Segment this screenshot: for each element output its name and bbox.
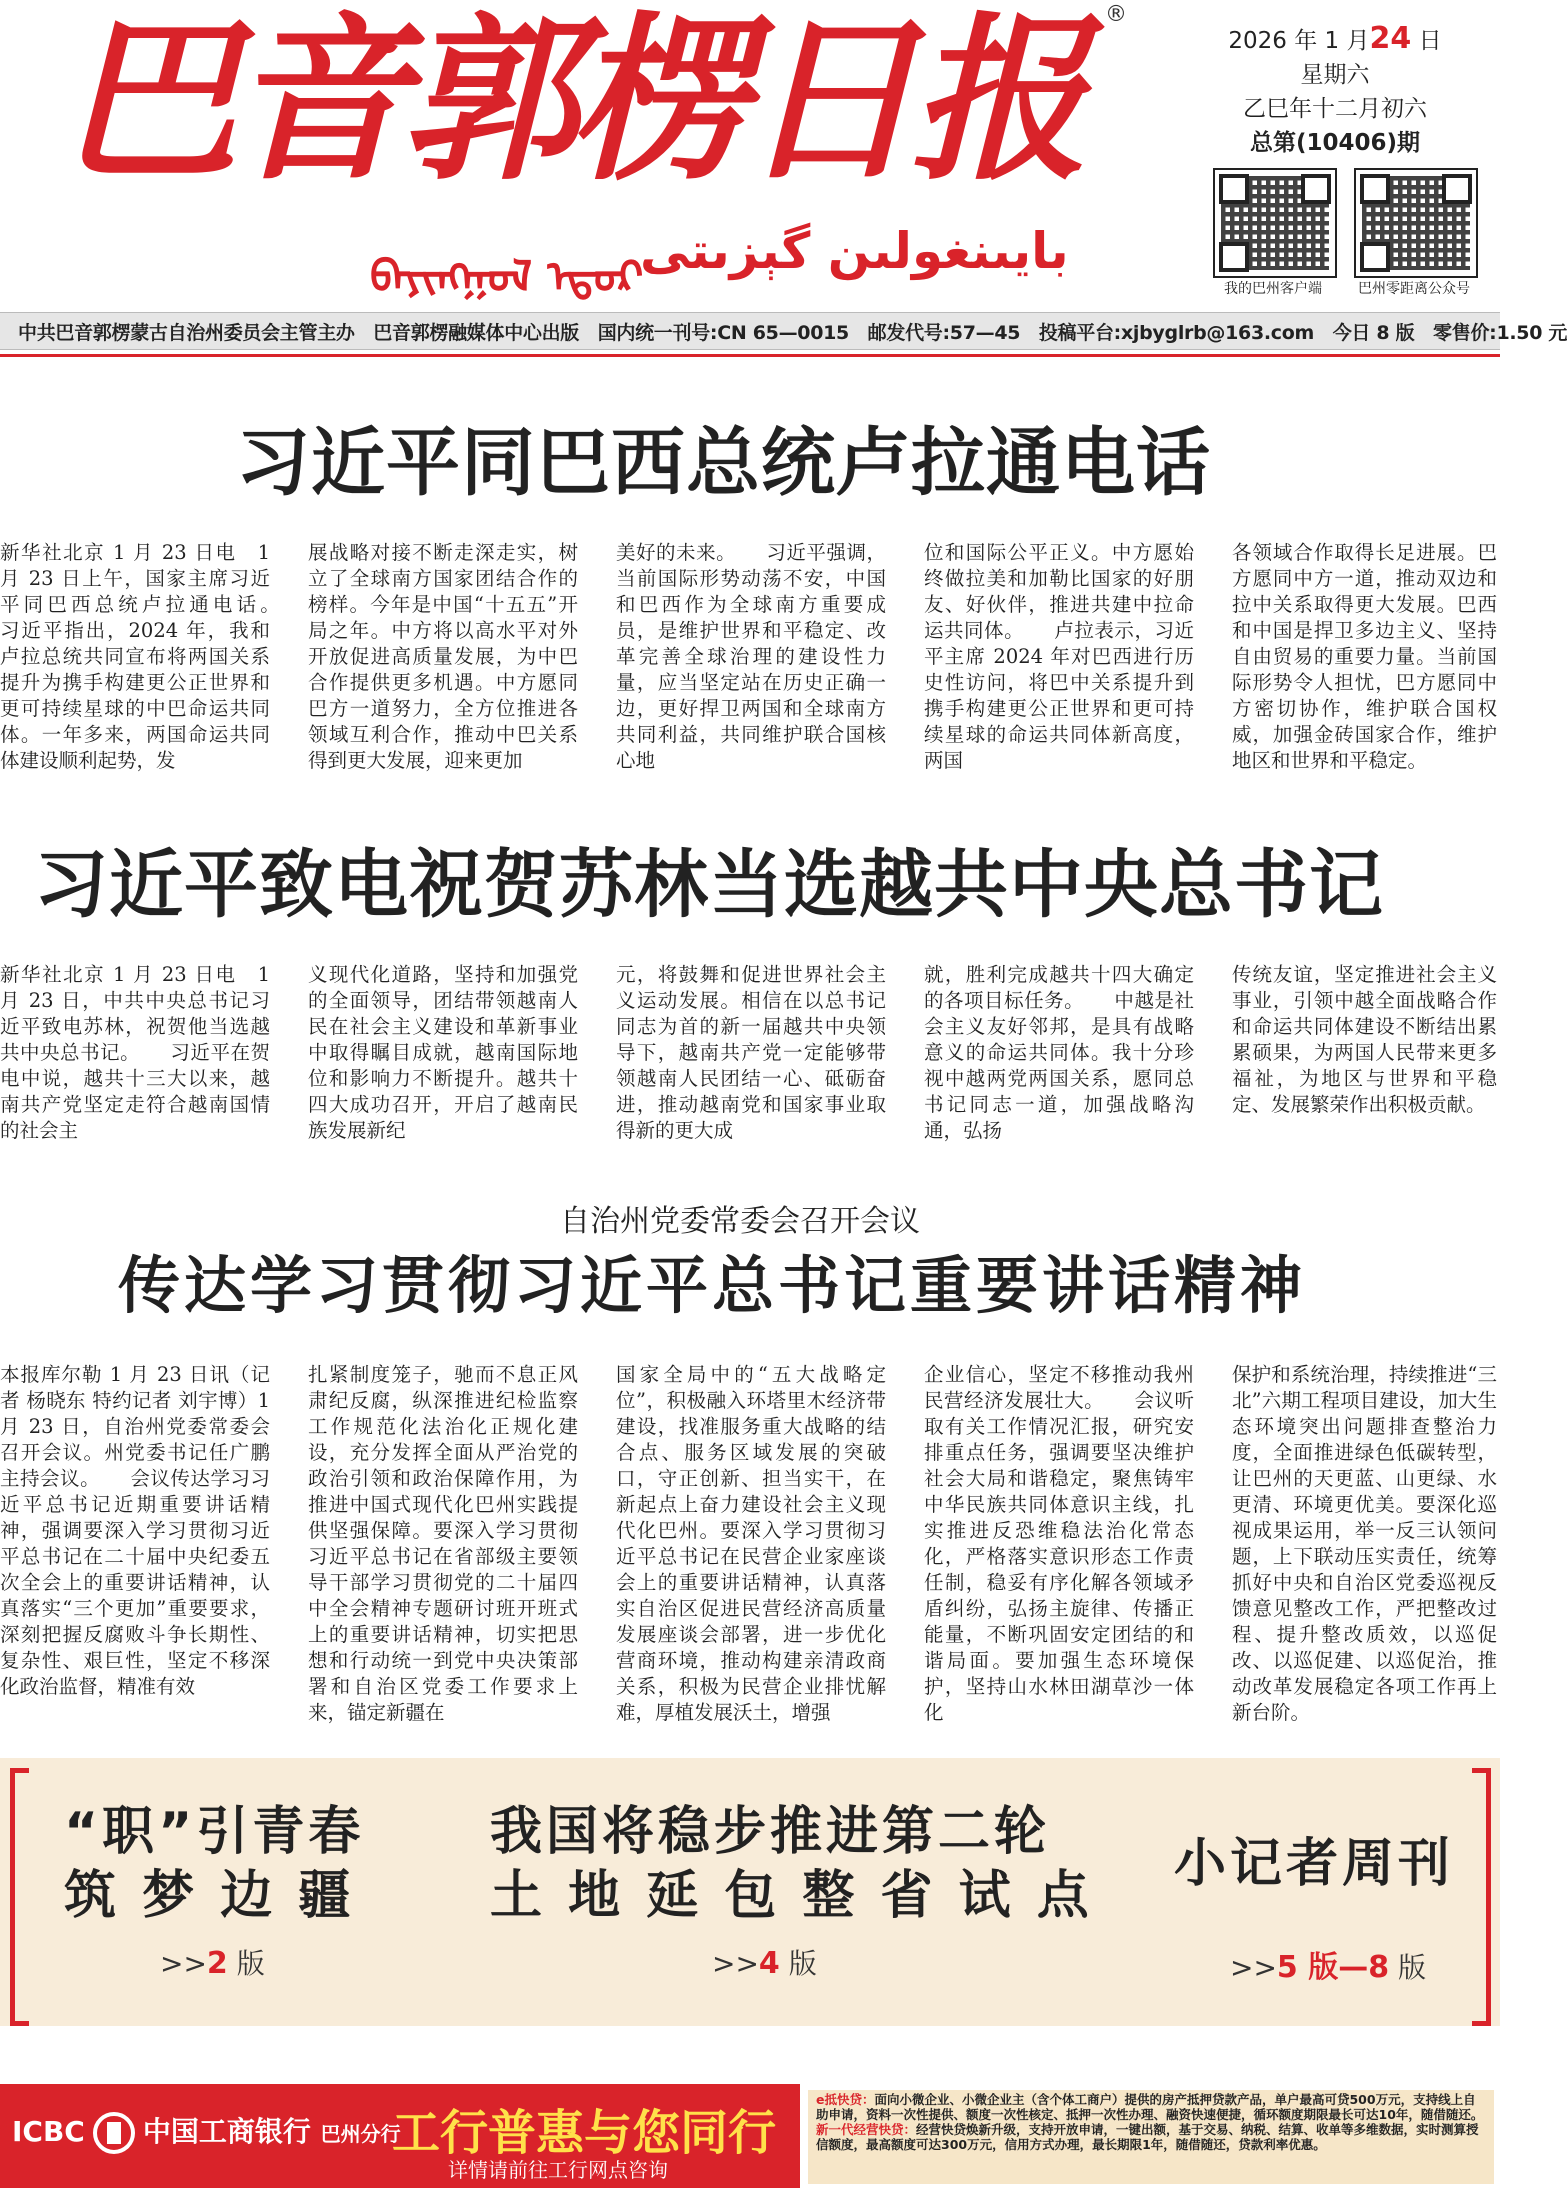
article-3-column-2: 扎紧制度笼子，驰而不息正风肃纪反腐，纵深推进纪检监察工作规范化法治化正规化建设，充分发挥全面从严治党的政治引领和政治保障作用，为推进中国式现代化巴州实践提供坚强保障。要深入学习贯彻习近平总书记在省部级主要领导干部学习贯彻党的二十届四中全会精神专题研讨班开班式上的重要讲话精神，切实把思想和行动统一到党中央决策部署和自治区党委工作要求上来，锚定新疆在: [308, 1363, 578, 1724]
masthead-title: 巴音郭楞日报: [60, 0, 1080, 204]
promo-page-5-8[interactable]: [1174, 1832, 1454, 1896]
promo-page-2[interactable]: [64, 1800, 364, 1928]
icbc-emblem-icon: [93, 2112, 135, 2154]
promo-page-2-line-1: “职”引青春: [64, 1802, 365, 1862]
article-1-column-5: 各领域合作取得长足进展。巴方愿同中方一道，推动双边和拉中关系取得更大发展。巴西和中国是捍卫多边主义、坚持自由贸易的重要力量。当前国际形势令人担忧，巴方愿同中方密切协作，维护联合国权威，加强金砖国家合作，维护地区和世界和平稳定。: [1232, 541, 1497, 772]
qr-label-client: 我的巴州客户端: [1224, 281, 1322, 297]
icbc-letters: ICBC: [12, 2115, 85, 2148]
promo-page-4-line-1: 我国将稳步推进第二轮: [490, 1802, 1051, 1862]
promo-page-2-line-2: 筑 梦 边 疆: [64, 1866, 355, 1926]
article-3-column-5: 保护和系统治理，持续推进“三北”六期工程项目建设，加大生态环境突出问题排查整治力度，全面推进绿色低碳转型，让巴州的天更蓝、山更绿、水更清、环境更优美。要深化巡视成果运用，举一反三认领问题，上下联动压实责任，统筹抓好中央和自治区党委巡视反馈意见整改工作，严把整改过程、提升整改质效，以巡促改、以巡促建、以巡促治，推动改革发展稳定各项工作再上新台阶。: [1232, 1363, 1497, 1724]
qr-label-official-account: 巴州零距离公众号: [1358, 281, 1470, 297]
masthead-divider: [0, 354, 1500, 357]
promo-bracket-right: [1472, 1768, 1491, 2026]
article-2-column-5: 传统友谊，坚定推进社会主义事业，引领中越全面战略合作和命运共同体建设不断结出累累硕果，为两国人民带来更多福祉，为地区与世界和平稳定、发展繁荣作出积极贡献。: [1232, 963, 1497, 1116]
article-2-headline: 习近平致电祝贺苏林当选越共中央总书记: [34, 842, 1384, 928]
icbc-logo: [12, 2110, 401, 2154]
article-2-column-3: 元，将鼓舞和促进世界社会主义运动发展。相信在以总书记同志为首的新一届越共中央领导下，越南共产党一定能够带领越南人民团结一心、砥砺奋进，推动越南党和国家事业取得新的更大成: [616, 963, 886, 1142]
issue-date: 2026 年 1 月24 日: [1228, 21, 1442, 56]
uyghur-title: بايىنغولىن گېزىتى: [640, 222, 1069, 280]
article-1-column-2: 展战略对接不断走深走实，树立了全球南方国家团结合作的榜样。今年是中国“十五五”开局之年。中方将以高水平对外开放促进高质量发展，为中巴合作提供更多机遇。中方愿同巴方一道努力，全方位推进各领域互利合作，推动中巴关系得到更大发展，迎来更加: [308, 541, 578, 772]
weekday: 星期六: [1300, 62, 1370, 88]
date-block: [1215, 22, 1455, 160]
ad-subtitle: 详情请前往工行网点咨询: [448, 2158, 668, 2182]
article-1-headline: 习近平同巴西总统卢拉通电话: [236, 420, 1211, 506]
registered-mark: ®: [1105, 2, 1127, 27]
article-2-column-4: 就，胜利完成越共十四大确定的各项目标任务。 中越是社会主义友好邻邦，是具有战略意义的命运共同体。我十分珍视中越两党两国关系，愿同总书记同志一道，加强战略沟通，弘扬: [924, 963, 1194, 1142]
article-3-column-1: 本报库尔勒 1 月 23 日讯（记者 杨晓东 特约记者 刘宇博）1 月 23 日，自治州党委常委会召开会议。州党委书记任广鹏主持会议。 会议传达学习习近平总书记近期重要讲话精神，强调要深入学习贯彻习近平总书记在二十届中央纪委五次全会上的重要讲话精神，认真落实“三个更加”重要要求，深刻把握反腐败斗争长期性、复杂性、艰巨性，坚定不移深化政治监督，精准有效: [0, 1363, 270, 1698]
article-1-column-3: 美好的未来。 习近平强调，当前国际形势动荡不安，中国和巴西作为全球南方重要成员，是维护世界和平稳定、改革完善全球治理的建设性力量，应当坚定站在历史正确一边，更好捍卫两国和全球南方共同利益，共同维护联合国核心地: [616, 541, 886, 772]
promo-page-5-8-ref[interactable]: >>5 版—8 版: [1230, 1950, 1427, 1985]
article-2-column-2: 义现代化道路，坚持和加强党的全面领导，团结带领越南人民在社会主义建设和革新事业中取得瞩目成就，越南国际地位和影响力不断提升。越共十四大成功召开，开启了越南民族发展新纪: [308, 963, 578, 1142]
lunar-date: 乙巳年十二月初六: [1243, 96, 1427, 122]
article-3-column-4: 企业信心，坚定不移推动我州民营经济发展壮大。 会议听取有关工作情况汇报，研究安排重点任务，强调要坚决维护社会大局和谐稳定，聚焦铸牢中华民族共同体意识主线，扎实推进反恐维稳法治化常态化，严格落实意识形态工作责任制，稳妥有序化解各领域矛盾纠纷，弘扬主旋律、传播正能量，不断巩固安定团结的和谐局面。要加强生态环境保护，坚持山水林田湖草沙一体化: [924, 1363, 1194, 1724]
publisher-info-text: 中共巴音郭楞蒙古自治州委员会主管主办 巴音郭楞融媒体中心出版 国内统一刊号:CN 65—0015 邮发代号:57—45 投稿平台:xjbyglrb@163.com 今日 8 版 零售价:1.50 元: [18, 322, 1567, 344]
qr-code-client[interactable]: [1213, 168, 1337, 278]
qr-code-official-account[interactable]: [1354, 168, 1478, 278]
promo-page-5-8-line-1: 小记者周刊: [1174, 1834, 1455, 1894]
article-3-headline: 传达学习贯彻习近平总书记重要讲话精神: [118, 1249, 1307, 1322]
promo-page-4-ref[interactable]: >>4 版: [712, 1946, 817, 1981]
mongolian-title: ᠪᠠᠶᠢᠩᠭᠣᠯ ᠡᠳᠦᠷ: [370, 252, 644, 303]
promo-page-2-ref[interactable]: >>2 版: [160, 1946, 265, 1981]
promo-page-4-line-2: 土 地 延 包 整 省 试 点: [490, 1866, 1093, 1926]
article-3-kicker: 自治州党委常委会召开会议: [560, 1204, 920, 1239]
article-3-column-3: 国家全局中的“五大战略定位”，积极融入环塔里木经济带建设，找准服务重大战略的结合点、服务区域发展的突破口，守正创新、担当实干，在新起点上奋力建设社会主义现代化巴州。要深入学习贯彻习近平总书记在民营企业家座谈会上的重要讲话精神，认真落实自治区促进民营经济高质量发展座谈会部署，进一步优化营商环境，推动构建亲清政商关系，积极为民营企业排忧解难，厚植发展沃土，增强: [616, 1363, 886, 1724]
article-2-column-1: 新华社北京 1 月 23 日电 1 月 23 日，中共中央总书记习近平致电苏林，祝贺他当选越共中央总书记。 习近平在贺电中说，越共十三大以来，越南共产党坚定走符合越南国情的社会主: [0, 963, 270, 1142]
promo-page-4[interactable]: [490, 1800, 1093, 1928]
icbc-bank-name: 中国工商银行: [142, 2115, 311, 2148]
ad-slogan: 工行普惠与您同行: [392, 2105, 777, 2161]
article-1-column-1: 新华社北京 1 月 23 日电 1 月 23 日上午，国家主席习近平同巴西总统卢拉通电话。 习近平指出，2024 年，我和卢拉总统共同宣布将两国关系提升为携手构建更公正世界和更可持续星球的中巴命运共同体。一年多来，两国命运共同体建设顺利起势，发: [0, 541, 310, 772]
icbc-branch: 巴州分行: [320, 2122, 401, 2146]
issue-number: 总第(10406)期: [1249, 130, 1421, 156]
article-1-column-4: 位和国际公平正义。中方愿始终做拉美和加勒比国家的好朋友、好伙伴，推进共建中拉命运共同体。 卢拉表示，习近平主席 2024 年对巴西进行历史性访问，将巴中关系提升到携手构建更公正世界和更可持续星球的命运共同体新高度，两国: [924, 541, 1194, 772]
promo-bracket-left: [10, 1768, 29, 2026]
ad-description: e抵快贷：面向小微企业、小微企业主（含个体工商户）提供的房产抵押贷款产品，单户最高可贷500万元，支持线上自助申请，资料一次性提供、额度一次性核定、抵押一次性办理、融资快速便捷，循环额度期限最长可达10年，随借随还。 新一代经营快贷：经营快贷焕新升级，支持开放申请，一键出额，基于交易、纳税、结算、收单等多维数据，实时测算授信额度，最高额度可达300万元，信用方式办理，最长期限1年，随借随还，贷款利率优惠。: [816, 2092, 1484, 2152]
